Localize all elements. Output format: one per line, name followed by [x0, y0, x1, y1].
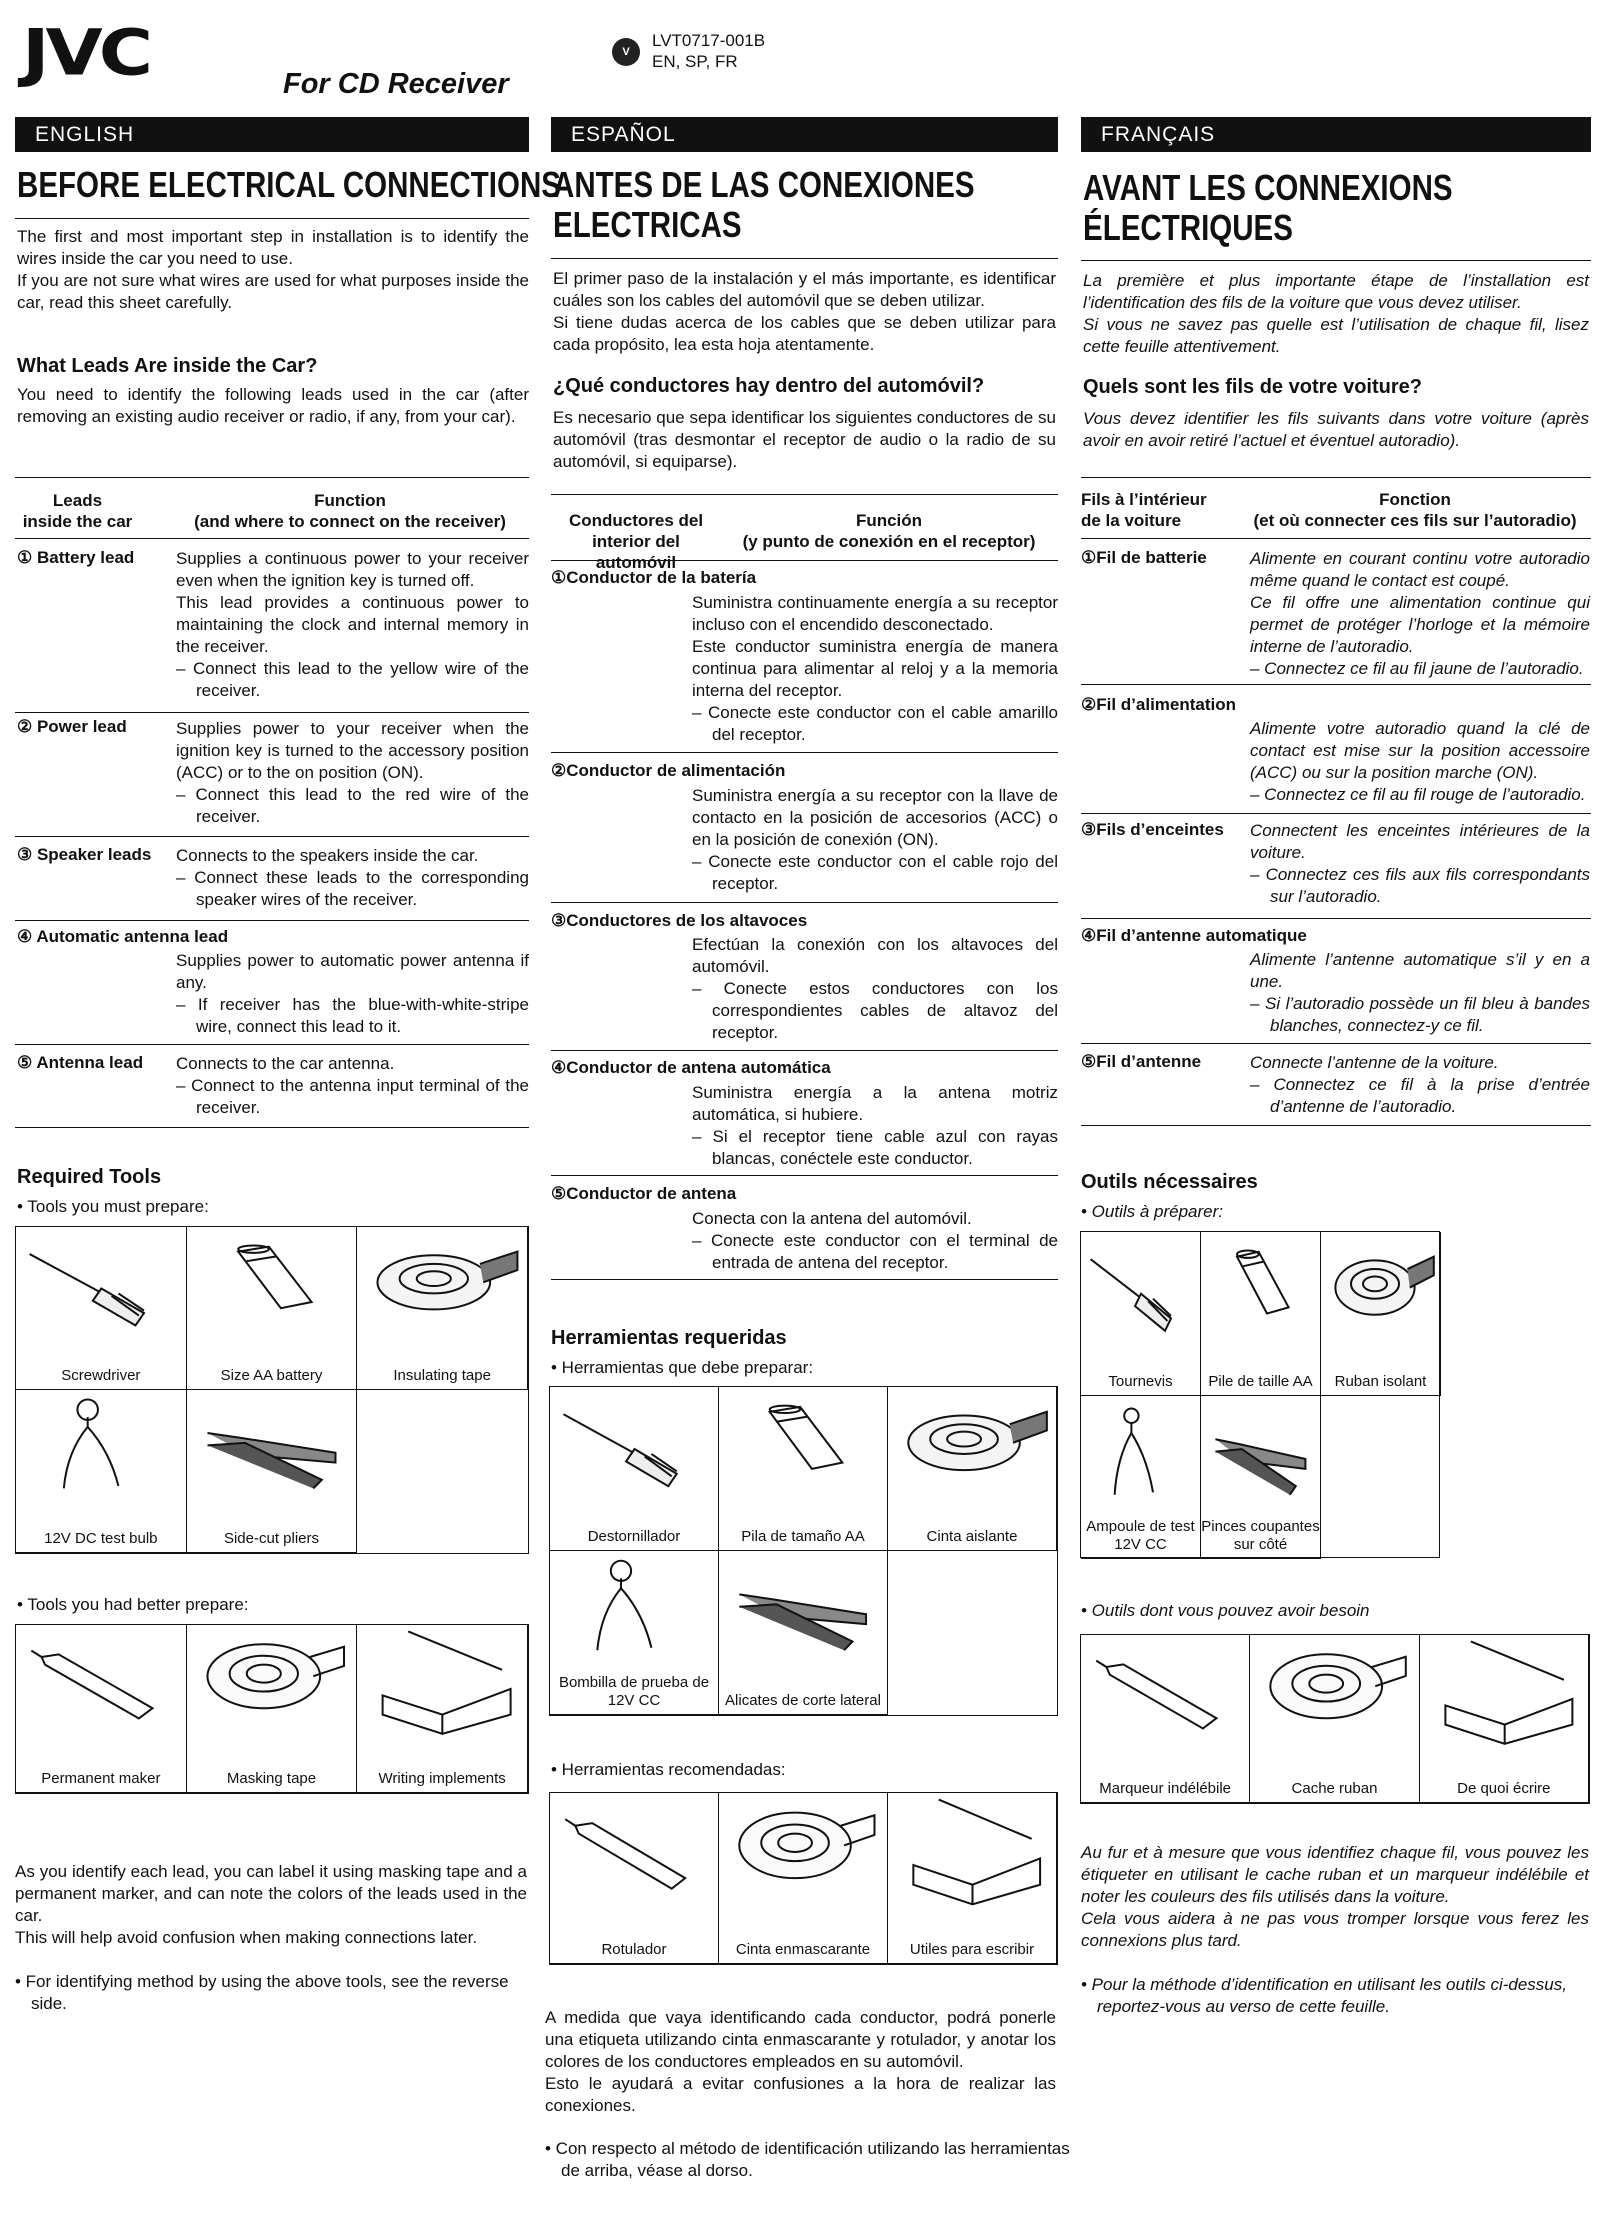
- fr-tools-heading: Outils nécessaires: [1081, 1171, 1258, 1193]
- divider: [551, 494, 1058, 495]
- es-title-1: ANTES DE LAS CONEXIONES: [553, 164, 975, 205]
- permanent-marker-icon: [16, 1625, 187, 1753]
- tool-cell: [1250, 1635, 1419, 1803]
- en-func-3: [176, 845, 529, 911]
- en-title: BEFORE ELECTRICAL CONNECTIONS: [17, 164, 561, 205]
- es-better-tools-grid: [549, 1792, 1058, 1965]
- en-leads-intro: You need to identify the following leads used in the car (after removing an existing audio receiver or radio, if any, from your car).: [17, 385, 529, 426]
- divider: [1081, 1043, 1591, 1044]
- en-lead-1: ① Battery lead: [17, 548, 135, 567]
- tool-caption: Screwdriver: [61, 1367, 141, 1384]
- jvc-logo: JVC: [22, 16, 150, 90]
- test-bulb-icon: [550, 1551, 719, 1675]
- fr-title-2: ÉLECTRIQUES: [1083, 207, 1293, 248]
- fr-lead-3: ③Fils d’enceintes: [1081, 820, 1224, 839]
- text: Alimente en courant continu votre autoradio même quand le contact est coupé.: [1250, 549, 1590, 590]
- es-title-2: ELECTRICAS: [553, 204, 742, 245]
- divider: [15, 477, 529, 478]
- side-cut-pliers-icon: [719, 1551, 888, 1675]
- fr-must-tools-grid: [1080, 1231, 1440, 1558]
- fr-must-label: • Outils à préparer:: [1081, 1202, 1224, 1221]
- es-leads-intro: Es necesario que sepa identificar los siguientes conductores de su automóvil (tras desmontar el receptor de audio o la radio de su automóvil, si equiparse).: [553, 408, 1056, 471]
- insulating-tape-icon: [357, 1227, 528, 1350]
- masking-tape-icon: [719, 1793, 888, 1924]
- text: – Conecte estos conductores con los correspondientes cables de altavoz del receptor.: [692, 979, 1058, 1042]
- es-must-tools-grid: [549, 1386, 1058, 1716]
- tool-cell: [1201, 1396, 1321, 1560]
- text: – Connect to the antenna input terminal of the receiver.: [176, 1076, 529, 1117]
- writing-implements-icon: [888, 1793, 1057, 1924]
- es-col1-header: Conductores del interior del automóvil: [568, 511, 704, 572]
- tool-caption: Masking tape: [226, 1770, 317, 1787]
- tool-caption: Marqueur indélébile: [1099, 1780, 1232, 1797]
- en-func-2: [176, 718, 529, 828]
- en-func-4: [176, 950, 529, 1038]
- divider: [15, 218, 529, 219]
- tool-caption: Side-cut pliers: [223, 1530, 319, 1547]
- fr-col1-header: Fils à l’intérieur de la voiture: [1081, 490, 1207, 530]
- fr-better-label: • Outils dont vous pouvez avoir besoin: [1081, 1601, 1370, 1620]
- fr-outro-2: Cela vous aidera à ne pas vous tromper lorsque vous ferez les connexions plus tard.: [1081, 1909, 1589, 1950]
- en-col1-header: Leads inside the car: [22, 491, 133, 531]
- fr-better-tools-grid: [1080, 1634, 1590, 1804]
- divider: [1081, 918, 1591, 919]
- divider: [1081, 477, 1591, 478]
- tool-cell: [16, 1390, 187, 1553]
- lang-bar-english: ENGLISH: [15, 117, 529, 152]
- en-must-tools-grid: [15, 1226, 529, 1554]
- en-outro-1: As you identify each lead, you can label it using masking tape and a permanent marker, and can note the colors of the leads used in the car.: [15, 1862, 527, 1925]
- es-func-3: [692, 934, 1058, 1044]
- es-func-1: [692, 592, 1058, 746]
- side-cut-pliers-icon: [187, 1390, 358, 1513]
- writing-implements-icon: [357, 1625, 528, 1753]
- insulating-tape-icon: [1321, 1232, 1441, 1356]
- test-bulb-icon: [1081, 1396, 1201, 1520]
- es-func-5: [692, 1208, 1058, 1274]
- text: – Si el receptor tiene cable azul con rayas blancas, conéctele este conductor.: [692, 1127, 1058, 1168]
- en-intro-1: The first and most important step in installation is to identify the wires inside the car you need to use.: [17, 227, 529, 268]
- text: – Connect this lead to the red wire of the receiver.: [176, 785, 529, 826]
- battery-icon: [1201, 1232, 1321, 1356]
- insulating-tape-icon: [888, 1387, 1057, 1511]
- en-tools-heading: Required Tools: [17, 1166, 162, 1188]
- tool-cell: [357, 1227, 528, 1390]
- fr-func-5: [1250, 1052, 1590, 1118]
- tool-caption: De quoi écrire: [1457, 1780, 1551, 1797]
- en-func-1: [176, 548, 529, 702]
- divider: [551, 258, 1058, 259]
- tool-caption: Size AA battery: [220, 1367, 323, 1384]
- fr-lead-1: ①Fil de batterie: [1081, 548, 1207, 567]
- divider: [1081, 813, 1591, 814]
- tool-caption: Insulating tape: [393, 1367, 491, 1384]
- doc-number-block: [612, 30, 765, 72]
- fr-func-2: [1250, 718, 1590, 806]
- fr-func-1: [1250, 548, 1590, 680]
- tool-caption: Tournevis: [1108, 1372, 1173, 1390]
- divider: [1081, 1125, 1591, 1126]
- en-intro-2: If you are not sure what wires are used for what purposes inside the car, read this sheet carefully.: [17, 271, 529, 312]
- fr-leads-intro: Vous devez identifier les fils suivants dans votre voiture (après avoir en avoir retiré l’actuel et éventuel autoradio).: [1083, 409, 1589, 450]
- tool-caption: Bombilla de prueba de 12V CC: [558, 1674, 710, 1709]
- doc-number: LVT0717-001B: [652, 31, 766, 50]
- es-func-4: [692, 1082, 1058, 1170]
- tool-cell: [1081, 1635, 1250, 1803]
- divider: [551, 752, 1058, 753]
- text: Alimente l’antenne automatique s’il y en a une.: [1250, 950, 1590, 991]
- tool-cell: [16, 1227, 187, 1390]
- es-func-2: [692, 785, 1058, 895]
- tool-caption: Permanent maker: [41, 1770, 161, 1787]
- en-col2-header: Function (and where to connect on the receiver): [194, 491, 506, 531]
- fr-col2-header: Fonction (et où connecter ces fils sur l’autoradio): [1253, 490, 1577, 530]
- es-tools-heading: Herramientas requeridas: [551, 1327, 787, 1349]
- battery-icon: [719, 1387, 888, 1511]
- es-lead-5: ⑤Conductor de antena: [551, 1184, 737, 1203]
- divider: [551, 902, 1058, 903]
- en-outro-2: This will help avoid confusion when making connections later.: [15, 1928, 478, 1947]
- divider: [1081, 684, 1591, 685]
- en-note: • For identifying method by using the above tools, see the reverse side.: [15, 1972, 509, 2013]
- en-func-5: [176, 1053, 529, 1119]
- es-intro-2: Si tiene dudas acerca de los cables que se deben utilizar para cada propósito, lea esta hoja atentamente.: [553, 313, 1056, 354]
- en-better-tools-grid: [15, 1624, 529, 1794]
- fr-leads-heading: Quels sont les fils de votre voiture?: [1083, 376, 1422, 398]
- tool-caption: Ruban isolant: [1334, 1372, 1427, 1390]
- divider: [15, 712, 529, 713]
- recycle-seal-icon: V: [612, 38, 640, 66]
- text: Suministra energía a la antena motriz automática, si hubiere.: [692, 1083, 1058, 1124]
- doc-languages: EN, SP, FR: [652, 52, 738, 71]
- fr-lead-2: ②Fil d’alimentation: [1081, 695, 1237, 714]
- text: Supplies power to automatic power antenna if any.: [176, 951, 529, 992]
- es-col2-header: Función (y punto de conexión en el receptor): [742, 511, 1036, 551]
- text: This lead provides a continuous power to maintaining the clock and internal memory in the receiver.: [176, 593, 529, 656]
- divider: [15, 1127, 529, 1128]
- es-note: • Con respecto al método de identificación utilizando las herramientas de arriba, véase al dorso.: [545, 2139, 1070, 2180]
- divider: [551, 1050, 1058, 1051]
- tool-caption: Utiles para escribir: [909, 1941, 1035, 1958]
- tool-cell: [550, 1551, 719, 1715]
- es-outro-1: A medida que vaya identificando cada conductor, podrá ponerle una etiqueta utilizando cinta enmascarante y rotulador, y anotar los colores de los conductores empleados en su automóvil.: [545, 2008, 1056, 2071]
- en-lead-3: ③ Speaker leads: [17, 845, 152, 864]
- es-lead-3: ③Conductores de los altavoces: [551, 911, 808, 930]
- es-leads-heading: ¿Qué conductores hay dentro del automóvil?: [553, 375, 985, 397]
- tool-cell: [187, 1390, 358, 1553]
- tool-caption: 12V DC test bulb: [44, 1530, 158, 1547]
- writing-implements-icon: [1420, 1635, 1589, 1763]
- es-outro-2: Esto le ayudará a evitar confusiones a la hora de realizar las conexiones.: [545, 2074, 1056, 2115]
- es-better-label: • Herramientas recomendadas:: [551, 1760, 786, 1779]
- fr-title-1: AVANT LES CONNEXIONS: [1083, 167, 1453, 208]
- tool-cell: [1420, 1635, 1589, 1803]
- es-lead-4: ④Conductor de antena automática: [551, 1058, 831, 1077]
- fr-func-4: [1250, 949, 1590, 1037]
- divider: [15, 538, 529, 539]
- text: – If receiver has the blue-with-white-stripe wire, connect this lead to it.: [176, 995, 529, 1036]
- en-lead-5: ⑤ Antenna lead: [17, 1053, 144, 1072]
- text: Este conductor suministra energía de manera continua para alimentar al reloj y a la memoria interna del receptor.: [692, 637, 1058, 700]
- tool-cell: [719, 1387, 888, 1551]
- text: – Connectez ce fil au fil jaune de l’autoradio.: [1250, 659, 1584, 678]
- tool-cell: [187, 1625, 358, 1793]
- tool-caption: Cinta enmascarante: [735, 1941, 871, 1958]
- tool-caption: Alicates de corte lateral: [725, 1692, 881, 1709]
- tool-cell: [888, 1793, 1057, 1964]
- text: – Conecte este conductor con el cable amarillo del receptor.: [692, 703, 1058, 744]
- es-lead-1: ①Conductor de la batería: [551, 568, 757, 587]
- text: Alimente votre autoradio quand la clé de contact est mise sur la position accessoire (ACC) ou sur la position marche (ON).: [1250, 719, 1590, 782]
- tool-caption: Pila de tamaño AA: [741, 1528, 865, 1545]
- text: Ce fil offre une alimentation continue qui permet de protéger l’horloge et la mémoire interne de l’autoradio.: [1250, 593, 1590, 656]
- lang-bar-spanish: ESPAÑOL: [551, 117, 1058, 152]
- fr-intro-2: Si vous ne savez pas quelle est l’utilisation de chaque fil, lisez cette feuille attentivement.: [1083, 315, 1589, 356]
- es-must-label: • Herramientas que debe preparar:: [551, 1358, 814, 1377]
- tool-cell: [16, 1625, 187, 1793]
- permanent-marker-icon: [1081, 1635, 1250, 1763]
- text: – Connectez ces fils aux fils correspondants sur l’autoradio.: [1250, 865, 1590, 906]
- screwdriver-icon: [1081, 1232, 1201, 1356]
- en-lead-2: ② Power lead: [17, 717, 127, 736]
- text: Suministra continuamente energía a su receptor incluso con el encendido desconectado.: [692, 593, 1058, 634]
- divider: [551, 1279, 1058, 1280]
- text: – Si l’autoradio possède un fil bleu à bandes blanches, connectez-y ce fil.: [1250, 994, 1590, 1035]
- battery-icon: [187, 1227, 358, 1350]
- fr-lead-4: ④Fil d’antenne automatique: [1081, 926, 1307, 945]
- fr-intro-1: La première et plus importante étape de l’installation est l’identification des fils de la voiture que vous devez utiliser.: [1083, 271, 1589, 312]
- tool-caption: Writing implements: [378, 1770, 506, 1787]
- text: – Connect these leads to the corresponding speaker wires of the receiver.: [176, 868, 529, 909]
- tool-cell: [550, 1793, 719, 1964]
- fr-outro-1: Au fur et à mesure que vous identifiez chaque fil, vous pouvez les étiqueter en utilisant le cache ruban et un marqueur indélébile et noter les couleurs des fils utilisés dans la voiture.: [1081, 1843, 1589, 1906]
- permanent-marker-icon: [550, 1793, 719, 1924]
- text: Supplies power to your receiver when the ignition key is turned to the accessory position (ACC) or to the on position (ON).: [176, 719, 529, 782]
- text: – Connect this lead to the yellow wire of the receiver.: [176, 659, 529, 700]
- tool-cell: [357, 1625, 528, 1793]
- text: Efectúan la conexión con los altavoces del automóvil.: [692, 935, 1058, 976]
- text: Connectent les enceintes intérieures de la voiture.: [1250, 821, 1590, 862]
- tool-caption: Cinta aislante: [926, 1528, 1018, 1545]
- en-better-label: • Tools you had better prepare:: [17, 1595, 249, 1614]
- tool-cell: [1081, 1396, 1201, 1560]
- fr-func-3: [1250, 820, 1590, 908]
- text: – Connectez ce fil au fil rouge de l’autoradio.: [1250, 785, 1586, 804]
- es-lead-2: ②Conductor de alimentación: [551, 761, 786, 780]
- es-intro-1: El primer paso de la instalación y el más importante, es identificar cuáles son los cables del automóvil que se deben utilizar.: [553, 269, 1056, 310]
- text: – Connectez ce fil à la prise d’entrée d’antenne de l’autoradio.: [1250, 1075, 1590, 1116]
- test-bulb-icon: [16, 1390, 187, 1513]
- fr-note: • Pour la méthode d’identification en utilisant les outils ci-dessus, reportez-vous au verso de cette feuille.: [1081, 1975, 1567, 2016]
- screwdriver-icon: [550, 1387, 719, 1511]
- tool-cell: [1081, 1232, 1201, 1396]
- divider: [1081, 260, 1591, 261]
- screwdriver-icon: [16, 1227, 187, 1350]
- tool-cell: [187, 1227, 358, 1390]
- text: Conecta con la antena del automóvil.: [692, 1209, 972, 1228]
- en-must-label: • Tools you must prepare:: [17, 1197, 209, 1216]
- divider: [551, 560, 1058, 561]
- divider: [15, 836, 529, 837]
- fr-lead-5: ⑤Fil d’antenne: [1081, 1052, 1202, 1071]
- text: – Conecte este conductor con el cable rojo del receptor.: [692, 852, 1058, 893]
- side-cut-pliers-icon: [1201, 1396, 1321, 1520]
- tool-cell: [1201, 1232, 1321, 1396]
- tool-cell: [550, 1387, 719, 1551]
- tool-cell: [888, 1387, 1057, 1551]
- text: Connects to the car antenna.: [176, 1054, 395, 1073]
- en-lead-4: ④ Automatic antenna lead: [17, 927, 229, 946]
- masking-tape-icon: [1250, 1635, 1419, 1763]
- tool-cell: [1321, 1232, 1441, 1396]
- product-subtitle: For CD Receiver: [283, 68, 509, 100]
- lang-bar-french: FRANÇAIS: [1081, 117, 1591, 152]
- tool-cell: [719, 1793, 888, 1964]
- tool-caption: Pile de taille AA: [1208, 1372, 1313, 1390]
- tool-cell: [719, 1551, 888, 1715]
- tool-caption: Rotulador: [601, 1941, 667, 1958]
- tool-caption: Ampoule de test 12V CC: [1086, 1518, 1195, 1553]
- text: Supplies a continuous power to your receiver even when the ignition key is turned off.: [176, 549, 529, 590]
- divider: [15, 920, 529, 921]
- en-leads-heading: What Leads Are inside the Car?: [17, 355, 318, 377]
- divider: [1081, 538, 1591, 539]
- text: Connecte l’antenne de la voiture.: [1250, 1053, 1499, 1072]
- text: Connects to the speakers inside the car.: [176, 846, 479, 865]
- text: Suministra energía a su receptor con la llave de contacto en la posición de accesorios (ACC) o en la posición de conexión (ON).: [692, 786, 1058, 849]
- tool-caption: Destornillador: [587, 1528, 681, 1545]
- divider: [551, 1175, 1058, 1176]
- divider: [15, 1044, 529, 1045]
- masking-tape-icon: [187, 1625, 358, 1753]
- tool-caption: Cache ruban: [1291, 1780, 1378, 1797]
- tool-caption: Pinces coupantes sur côté: [1201, 1518, 1320, 1553]
- text: – Conecte este conductor con el terminal de entrada de antena del receptor.: [692, 1231, 1058, 1272]
